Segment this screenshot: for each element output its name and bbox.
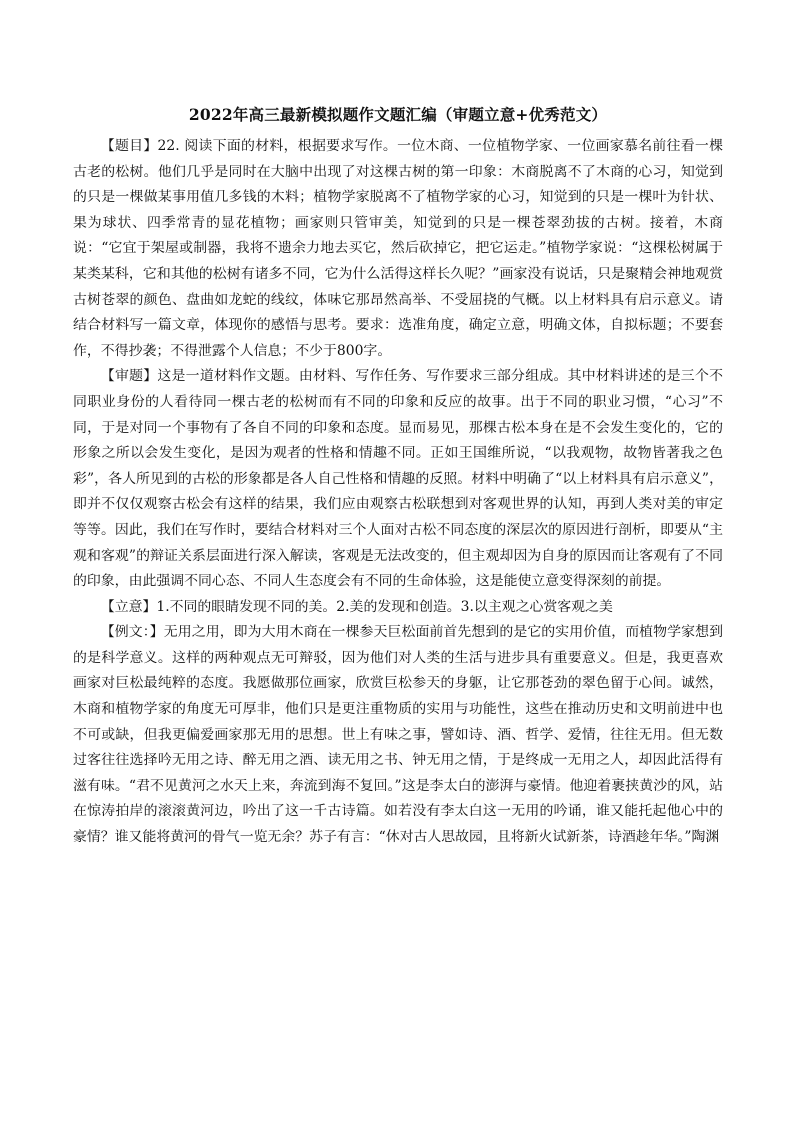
paragraph-analysis: 【审题】这是一道材料作文题。由材料、写作任务、写作要求三部分组成。其中材料讲述的是三个不同职业身份的人看待同一棵古老的松树而有不同的印象和反应的故事。出于不同的职业习惯，“心习”不同，于是对同一个事物有了各自不同的印象和态度。显而易见，那棵古松本身在是不会发生变化的，它的形象之所以会发生变化，是因为观者的性格和情趣不同。正如王国维所说，“以我观物，故物皆著我之色彩”，各人所见到的古松的形象都是各人自己性格和情趣的反照。材料中明确了“以上材料具有启示意义”，即并不仅仅观察古松会有这样的结果，我们应由观察古松联想到对客观世界的认知，再到人类对美的审定等等。因此，我们在写作时，要结合材料对三个人面对古松不同态度的深层次的原因进行剖析，即要从“主观和客观”的辩证关系层面进行深入解读，客观是无法改变的，但主观却因为自身的原因而让客观有了不同的印象，由此强调不同心态、不同人生态度会有不同的生命体验，这是能使立意变得深刻的前提。	[73, 368, 723, 590]
paragraph-prompt: 【题目】22. 阅读下面的材料，根据要求写作。一位木商、一位植物学家、一位画家慕名前往看一棵古老的松树。他们几乎是同时在大脑中出现了对这棵古树的第一印象：木商脱离不了木商的心习，知觉到的只是一棵做某事用值几多钱的木料；植物学家脱离不了植物学家的心习，知觉到的只是一棵叶为针状、果为球状、四季常青的显花植物；画家则只管审美，知觉到的只是一棵苍翠劲拔的古树。接着，木商说：“它宜于架屋或制器，我将不遗余力地去买它，然后砍掉它，把它运走。”植物学家说：“这棵松树属于某类某科，它和其他的松树有诸多不同，它为什么活得这样长久呢？”画家没有说话，只是聚精会神地观赏古树苍翠的颜色、盘曲如龙蛇的线纹，体味它那昂然高举、不受屈挠的气概。以上材料具有启示意义。请结合材料写一篇文章，体现你的感悟与思考。要求：选准角度，确定立意，明确文体，自拟标题；不要套作，不得抄袭；不得泄露个人信息；不少于800字。	[73, 138, 723, 359]
document-title: 2022年高三最新模拟题作文题汇编（审题立意+优秀范文）	[188, 105, 608, 124]
paragraph-theme: 【立意】1.不同的眼睛发现不同的美。2.美的发现和创造。3.以主观之心赏客观之美	[100, 598, 613, 615]
paragraph-example-essay: 【例文：】无用之用，即为大用木商在一棵参天巨松面前首先想到的是它的实用价值，而植物学家想到的是科学意义。这样的两种观点无可辩驳，因为他们对人类的生活与进步具有重要意义。但是，我更喜欢画家对巨松最纯粹的态度。我愿做那位画家，欣赏巨松参天的身躯，让它那苍劲的翠色留于心间。诚然，木商和植物学家的角度无可厚非，他们只是更注重物质的实用与功能性，这些在推动历史和文明前进中也不可或缺，但我更偏爱画家那无用的思想。世上有味之事，譬如诗、酒、哲学、爱情，往往无用。但无数过客往往选择吟无用之诗、醉无用之酒、读无用之书、钟无用之情，于是终成一无用之人，却因此活得有滋有味。“君不见黄河之水天上来，奔流到海不复回。”这是李太白的澎湃与豪情。他迎着裹挟黄沙的风，站在惊涛拍岸的滚滚黄河边，吟出了这一千古诗篇。如若没有李太白这一无用的吟诵，谁又能托起他心中的豪情？谁又能将黄河的骨气一览无余？苏子有言：“休对古人思故园，且将新火试新茶，诗酒趁年华。”陶渊	[73, 624, 723, 846]
document-page	[73, 102, 723, 851]
